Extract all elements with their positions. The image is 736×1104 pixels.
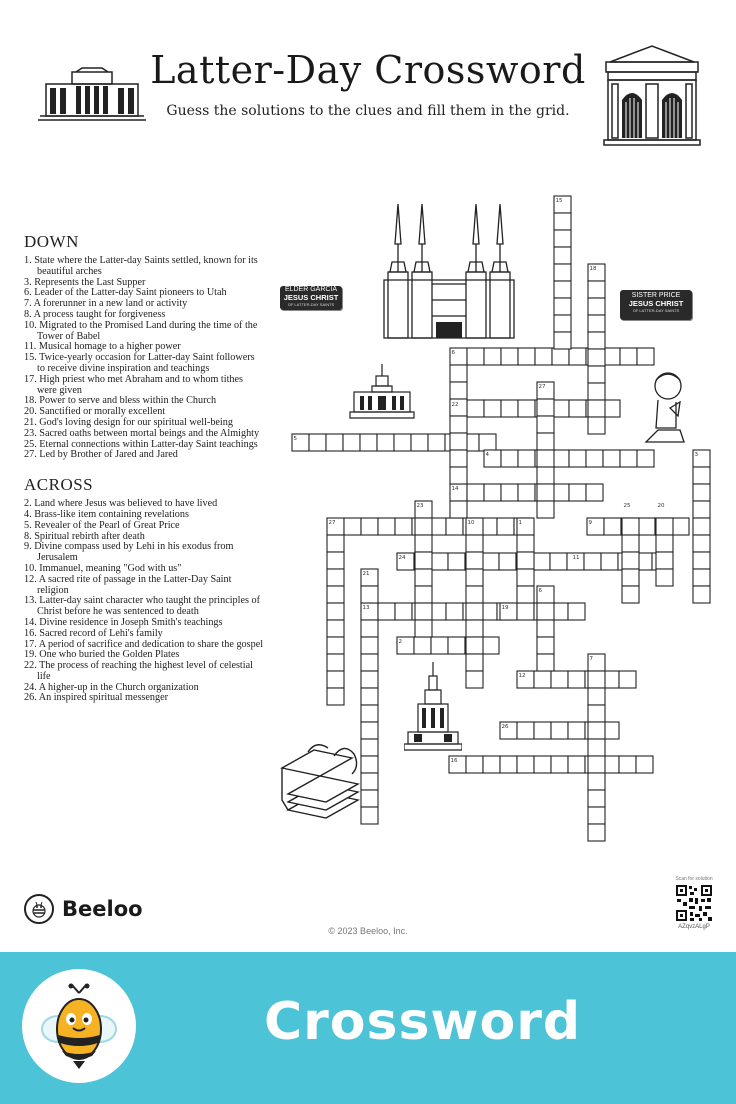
grid-cell[interactable] <box>586 450 603 467</box>
grid-cell[interactable] <box>551 671 568 688</box>
grid-cell[interactable] <box>378 603 395 620</box>
clue-number: 22 <box>451 402 459 408</box>
grid-cell[interactable] <box>466 654 483 671</box>
grid-cell[interactable] <box>588 298 605 315</box>
clue-number: 4 <box>485 452 489 458</box>
grid-cell[interactable] <box>394 434 411 451</box>
grid-cell[interactable] <box>620 450 637 467</box>
clue-number: 14 <box>451 486 459 492</box>
sister-name-badge: SISTER PRICE JESUS CHRIST OF LATTER-DAY SAINTS <box>620 290 692 320</box>
grid-cell[interactable] <box>533 553 550 570</box>
grid-cell[interactable] <box>415 535 432 552</box>
grid-cell[interactable] <box>568 722 585 739</box>
page-title: Latter-Day Crossword <box>150 48 586 92</box>
qr-code-icon[interactable] <box>675 884 713 922</box>
grid-cell[interactable] <box>361 654 378 671</box>
grid-cell[interactable] <box>415 586 432 603</box>
grid-cell[interactable] <box>603 450 620 467</box>
grid-cell[interactable] <box>672 518 689 535</box>
clue-item: 3. Represents the Last Supper <box>24 276 146 288</box>
grid-cell[interactable] <box>588 671 605 688</box>
grid-cell[interactable] <box>537 603 554 620</box>
grid-cell[interactable] <box>588 756 605 773</box>
grid-cell[interactable] <box>550 553 567 570</box>
grid-cell[interactable] <box>619 671 636 688</box>
clue-number: 7 <box>589 656 593 662</box>
grid-cell[interactable] <box>327 637 344 654</box>
grid-cell[interactable] <box>361 773 378 790</box>
grid-cell[interactable] <box>466 586 483 603</box>
down-heading: DOWN <box>24 232 79 251</box>
grid-cell[interactable] <box>619 756 636 773</box>
grid-cell[interactable] <box>466 535 483 552</box>
grid-cell[interactable] <box>327 535 344 552</box>
grid-cell[interactable] <box>569 400 586 417</box>
grid-cell[interactable] <box>377 434 394 451</box>
grid-cell[interactable] <box>637 348 654 365</box>
page-subtitle: Guess the solutions to the clues and fill them in the grid. <box>166 103 570 119</box>
grid-cell[interactable] <box>604 518 621 535</box>
grid-cell[interactable] <box>517 603 534 620</box>
grid-cell[interactable] <box>568 671 585 688</box>
grid-cell[interactable] <box>569 348 586 365</box>
grid-cell[interactable] <box>588 315 605 332</box>
grid-cell[interactable] <box>466 552 483 569</box>
clue-number: 27 <box>328 520 336 526</box>
grid-cell[interactable] <box>501 484 518 501</box>
across-heading: ACROSS <box>24 475 94 495</box>
grid-cell[interactable] <box>656 518 673 535</box>
grid-cell[interactable] <box>537 416 554 433</box>
grid-cell[interactable] <box>588 790 605 807</box>
grid-cell[interactable] <box>588 417 605 434</box>
clue-item: 18. Power to serve and bless within the Church <box>24 395 217 407</box>
books-illustration <box>278 740 362 820</box>
grid-cell[interactable] <box>361 688 378 705</box>
grid-cell[interactable] <box>327 688 344 705</box>
grid-cell[interactable] <box>466 637 483 654</box>
clue-item: 16. Sacred record of Lehi's family <box>24 627 163 639</box>
clue-item: 19. One who buried the Golden Plates <box>24 649 180 661</box>
grid-cell[interactable] <box>637 450 654 467</box>
clue-number: 10 <box>467 520 475 526</box>
grid-cell[interactable] <box>467 484 484 501</box>
grid-cell[interactable] <box>309 434 326 451</box>
grid-cell[interactable] <box>588 705 605 722</box>
clue-item: 27. Led by Brother of Jared and Jared <box>24 449 178 461</box>
grid-cell[interactable] <box>360 434 377 451</box>
grid-cell[interactable] <box>450 467 467 484</box>
grid-cell[interactable] <box>411 434 428 451</box>
clue-item: 7. A forerunner in a new land or activity <box>24 298 188 310</box>
clue-number: 20 <box>657 503 665 509</box>
clue-item: 1. State where the Latter-day Saints settled, known for its beautiful arches <box>24 255 258 277</box>
clue-number: 23 <box>416 503 424 509</box>
grid-cell[interactable] <box>395 603 412 620</box>
grid-cell[interactable] <box>636 756 653 773</box>
clue-item: 22. The process of reaching the highest level of celestial life <box>24 660 253 682</box>
grid-cell[interactable] <box>327 569 344 586</box>
grid-cell[interactable] <box>656 569 673 586</box>
grid-cell[interactable] <box>518 348 535 365</box>
bee-icon <box>24 894 54 924</box>
grid-cell[interactable] <box>537 501 554 518</box>
grid-cell[interactable] <box>517 535 534 552</box>
clue-item: 5. Revealer of the Pearl of Great Price <box>24 519 180 531</box>
clue-item: 14. Divine residence in Joseph Smith's teachings <box>24 616 223 628</box>
grid-cell[interactable] <box>622 569 639 586</box>
clue-item: 20. Sanctified or morally excellent <box>24 406 166 418</box>
grid-cell[interactable] <box>517 722 534 739</box>
grid-cell[interactable] <box>327 671 344 688</box>
grid-cell[interactable] <box>450 501 467 518</box>
grid-cell[interactable] <box>588 400 605 417</box>
clue-number: 2 <box>398 639 402 645</box>
grid-cell[interactable] <box>622 586 639 603</box>
grid-cell[interactable] <box>693 552 710 569</box>
grid-cell[interactable] <box>518 400 535 417</box>
grid-cell[interactable] <box>499 553 516 570</box>
grid-cell[interactable] <box>361 671 378 688</box>
grid-cell[interactable] <box>554 247 571 264</box>
grid-cell[interactable] <box>431 553 448 570</box>
grid-cell[interactable] <box>693 518 710 535</box>
grid-cell[interactable] <box>534 671 551 688</box>
grid-cell[interactable] <box>484 348 501 365</box>
grid-cell[interactable] <box>656 535 673 552</box>
grid-cell[interactable] <box>415 518 432 535</box>
clue-item: 21. God's loving design for our spiritual well-being <box>24 416 233 428</box>
clue-number: 21 <box>362 571 370 577</box>
clue-item: 11. Musical homage to a higher power <box>24 341 181 353</box>
grid-cell[interactable] <box>551 722 568 739</box>
clue-item: 26. An inspired spiritual messenger <box>24 692 169 704</box>
grid-cell[interactable] <box>537 399 554 416</box>
grid-cell[interactable] <box>395 518 412 535</box>
grid-cell[interactable] <box>361 705 378 722</box>
grid-cell[interactable] <box>450 416 467 433</box>
grid-cell[interactable] <box>554 264 571 281</box>
clue-number: 1 <box>518 520 522 526</box>
grid-cell[interactable] <box>327 552 344 569</box>
clue-item: 13. Latter-day saint character who taught the principles of Christ before he was sentenced to death <box>24 595 260 618</box>
grid-cell[interactable] <box>552 348 569 365</box>
qr-code-text: AZqvzALgP <box>678 924 710 930</box>
clue-item: 6. Leader of the Latter-day Saint pioneers to Utah <box>24 287 227 299</box>
grid-cell[interactable] <box>482 637 499 654</box>
clue-number: 25 <box>623 503 631 509</box>
clue-item: 9. Divine compass used by Lehi in his exodus from Jerusalem <box>24 541 234 564</box>
temple-spires-illustration <box>382 204 516 340</box>
grid-cell[interactable] <box>501 348 518 365</box>
grid-cell[interactable] <box>483 756 500 773</box>
grid-cell[interactable] <box>588 383 605 400</box>
grid-cell[interactable] <box>537 620 554 637</box>
grid-cell[interactable] <box>415 569 432 586</box>
grid-cell[interactable] <box>500 756 517 773</box>
clue-item: 8. Spiritual rebirth after death <box>24 530 145 542</box>
grid-cell[interactable] <box>554 332 571 349</box>
grid-cell[interactable] <box>588 688 605 705</box>
grid-cell[interactable] <box>588 773 605 790</box>
clue-number: 9 <box>588 520 592 526</box>
grid-cell[interactable] <box>361 739 378 756</box>
grid-cell[interactable] <box>554 281 571 298</box>
grid-cell[interactable] <box>586 484 603 501</box>
grid-cell[interactable] <box>620 348 637 365</box>
grid-cell[interactable] <box>537 637 554 654</box>
grid-cell[interactable] <box>344 518 361 535</box>
grid-cell[interactable] <box>484 484 501 501</box>
grid-cell[interactable] <box>693 484 710 501</box>
clue-number: 3 <box>694 452 698 458</box>
clue-item: 25. Eternal connections within Latter-day Saint teachings <box>24 438 258 450</box>
grid-cell[interactable] <box>450 382 467 399</box>
clue-item: 2. Land where Jesus was believed to have lived <box>24 498 218 510</box>
grid-cell[interactable] <box>466 603 483 620</box>
grid-cell[interactable] <box>554 298 571 315</box>
grid-cell[interactable] <box>569 450 586 467</box>
grid-cell[interactable] <box>537 467 554 484</box>
grid-cell[interactable] <box>446 518 463 535</box>
grid-cell[interactable] <box>588 722 605 739</box>
banner-title: Crossword <box>264 992 582 1052</box>
grid-cell[interactable] <box>588 366 605 383</box>
grid-cell[interactable] <box>622 518 639 535</box>
grid-cell[interactable] <box>517 586 534 603</box>
grid-cell[interactable] <box>517 569 534 586</box>
grid-cell[interactable] <box>361 586 378 603</box>
grid-cell[interactable] <box>554 315 571 332</box>
qr-caption: Scan for solution <box>675 876 713 882</box>
grid-cell[interactable] <box>479 434 496 451</box>
grid-cell[interactable] <box>537 484 554 501</box>
grid-cell[interactable] <box>361 790 378 807</box>
grid-cell[interactable] <box>584 553 601 570</box>
grid-cell[interactable] <box>361 637 378 654</box>
grid-cell[interactable] <box>693 569 710 586</box>
grid-cell[interactable] <box>466 620 483 637</box>
grid-cell[interactable] <box>537 450 554 467</box>
clue-item: 12. A sacred rite of passage in the Latter-Day Saint religion <box>24 573 232 596</box>
grid-cell[interactable] <box>343 434 360 451</box>
clue-item: 23. Sacred oaths between mortal beings and the Almighty <box>24 427 260 439</box>
grid-cell[interactable] <box>537 654 554 671</box>
grid-cell[interactable] <box>518 450 535 467</box>
clue-item: 17. A period of sacrifice and dedication to share the gospel <box>24 638 264 650</box>
grid-cell[interactable] <box>517 552 534 569</box>
grid-cell[interactable] <box>415 620 432 637</box>
grid-cell[interactable] <box>361 722 378 739</box>
clue-number: 11 <box>572 555 580 561</box>
clue-number: 16 <box>450 758 458 764</box>
grid-cell[interactable] <box>588 332 605 349</box>
grid-cell[interactable] <box>656 552 673 569</box>
grid-cell[interactable] <box>327 620 344 637</box>
grid-cell[interactable] <box>693 467 710 484</box>
grid-cell[interactable] <box>554 213 571 230</box>
grid-cell[interactable] <box>501 400 518 417</box>
clue-number: 19 <box>501 605 509 611</box>
grid-cell[interactable] <box>693 586 710 603</box>
grid-cell[interactable] <box>450 433 467 450</box>
clue-number: 5 <box>293 436 297 442</box>
grid-cell[interactable] <box>497 518 514 535</box>
grid-cell[interactable] <box>327 603 344 620</box>
grid-cell[interactable] <box>467 348 484 365</box>
grid-cell[interactable] <box>534 756 551 773</box>
brand-logo <box>24 894 143 924</box>
grid-cell[interactable] <box>588 807 605 824</box>
grid-cell[interactable] <box>501 450 518 467</box>
grid-cell[interactable] <box>326 434 343 451</box>
qr-section[interactable] <box>672 876 716 930</box>
grid-cell[interactable] <box>361 756 378 773</box>
clue-number: 13 <box>362 605 370 611</box>
clue-number: 18 <box>589 266 597 272</box>
clue-number: 6 <box>451 350 455 356</box>
grid-cell[interactable] <box>588 349 605 366</box>
grid-cell[interactable] <box>568 756 585 773</box>
grid-cell[interactable] <box>466 671 483 688</box>
clue-number: 27 <box>538 384 546 390</box>
grid-cell[interactable] <box>467 400 484 417</box>
grid-cell[interactable] <box>534 722 551 739</box>
bottom-banner <box>0 952 736 1104</box>
grid-cell[interactable] <box>638 518 655 535</box>
grid-cell[interactable] <box>414 637 431 654</box>
grid-cell[interactable] <box>601 553 618 570</box>
grid-cell[interactable] <box>588 281 605 298</box>
praying-child-illustration <box>640 368 690 446</box>
grid-cell[interactable] <box>551 756 568 773</box>
grid-cell[interactable] <box>554 230 571 247</box>
grid-cell[interactable] <box>537 433 554 450</box>
copyright-text: © 2023 Beeloo, Inc. <box>328 926 408 936</box>
grid-cell[interactable] <box>517 756 534 773</box>
grid-cell[interactable] <box>361 518 378 535</box>
clue-item: 15. Twice-yearly occasion for Latter-day Saint followers to receive divine inspiration and teachings <box>24 352 255 374</box>
clue-item: 10. Migrated to the Promised Land during the time of the Tower of Babel <box>24 319 258 342</box>
clue-item: 24. A higher-up in the Church organization <box>24 681 199 693</box>
clue-item: 17. High priest who met Abraham and to whom tithes were given <box>24 373 244 396</box>
grid-cell[interactable] <box>327 586 344 603</box>
grid-cell[interactable] <box>448 553 465 570</box>
grid-cell[interactable] <box>327 654 344 671</box>
grid-cell[interactable] <box>568 603 585 620</box>
grid-cell[interactable] <box>415 552 432 569</box>
brand-name: Beeloo <box>62 897 143 921</box>
grid-cell[interactable] <box>484 400 501 417</box>
grid-cell[interactable] <box>431 637 448 654</box>
grid-cell[interactable] <box>588 824 605 841</box>
grid-cell[interactable] <box>378 518 395 535</box>
clue-number: 6 <box>538 588 542 594</box>
grid-cell[interactable] <box>446 603 463 620</box>
small-temple-illustration <box>348 362 416 420</box>
elder-name-badge: ELDER GARCIA JESUS CHRIST OF LATTER-DAY SAINTS <box>280 286 342 310</box>
grid-cell[interactable] <box>588 739 605 756</box>
clue-item: 10. Immanuel, meaning "God with us" <box>24 562 182 574</box>
bee-mascot-icon <box>22 969 136 1083</box>
clue-item: 8. A process taught for forgiveness <box>24 308 166 320</box>
grid-cell[interactable] <box>535 348 552 365</box>
grid-cell[interactable] <box>361 620 378 637</box>
grid-cell[interactable] <box>693 501 710 518</box>
clue-item: 4. Brass-like item containing revelations <box>24 508 189 520</box>
grid-cell[interactable] <box>450 365 467 382</box>
grid-cell[interactable] <box>466 756 483 773</box>
grid-cell[interactable] <box>466 569 483 586</box>
grid-cell[interactable] <box>622 535 639 552</box>
grid-cell[interactable] <box>518 484 535 501</box>
grid-cell[interactable] <box>482 553 499 570</box>
tall-temple-illustration <box>404 662 462 752</box>
grid-cell[interactable] <box>622 552 639 569</box>
grid-cell[interactable] <box>415 603 432 620</box>
clue-number: 24 <box>398 555 406 561</box>
grid-cell[interactable] <box>569 484 586 501</box>
clue-number: 12 <box>518 673 526 679</box>
clue-number: 15 <box>555 198 563 204</box>
clue-number: 26 <box>501 724 509 730</box>
grid-cell[interactable] <box>361 807 378 824</box>
grid-cell[interactable] <box>448 637 465 654</box>
grid-cell[interactable] <box>693 535 710 552</box>
grid-cell[interactable] <box>428 434 445 451</box>
grid-cell[interactable] <box>450 450 467 467</box>
